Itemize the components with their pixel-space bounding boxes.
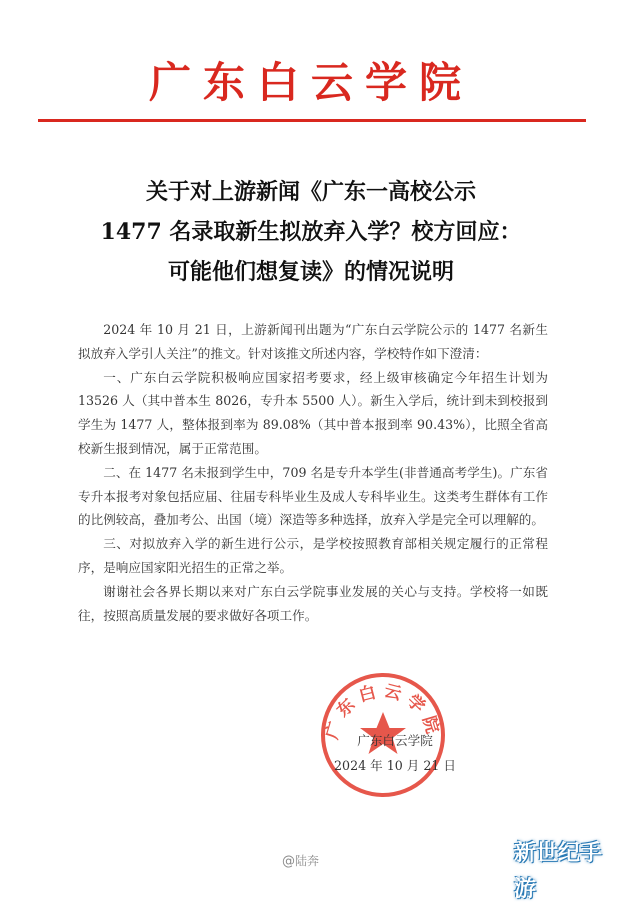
title-line-2: 1477 名录取新生拟放弃入学？校方回应： xyxy=(100,219,522,245)
source-watermark xyxy=(282,852,319,869)
signature-org: 广东白云学院 xyxy=(357,733,433,748)
document-body xyxy=(78,318,548,627)
institution-header: 广东白云学院 xyxy=(148,58,473,107)
body-paragraph-intro: 2024 年 10 月 21 日，上游新闻刊出题为“广东白云学院公示的 1477 名新生拟放弃入学引人关注”的推文。针对该推文所述内容，学校特作如下澄清： xyxy=(78,322,548,361)
at-icon: @ xyxy=(282,854,295,869)
document-title xyxy=(40,172,582,292)
body-paragraph-2: 二、在 1477 名未报到学生中，709 名是专升本学生(非普通高考学生)。广东省专升本报考对象包括应届、往届专科毕业生及成人专科毕业生。这类考生群体有工作的比例较高，叠加考公、出国（境）深造等多种选择，放弃入学是完全可以理解的。 xyxy=(78,464,548,528)
title-line-3: 可能他们想复读》的情况说明 xyxy=(167,259,454,285)
brand-watermark: 新世纪手游 xyxy=(514,841,603,902)
signature-block xyxy=(320,728,470,778)
header-red-line xyxy=(38,119,586,122)
seal-text: 广东白云学院 xyxy=(322,681,444,742)
body-paragraph-3: 三、对拟放弃入学的新生进行公示，是学校按照教育部相关规定履行的正常程序，是响应国家阳光招生的正常之举。 xyxy=(78,536,548,575)
body-paragraph-closing: 谢谢社会各界长期以来对广东白云学院事业发展的关心与支持。学校将一如既往，按照高质量发展的要求做好各项工作。 xyxy=(78,583,548,623)
title-line-1: 关于对上游新闻《广东一高校公示 xyxy=(145,179,476,205)
watermark-author: 陆奔 xyxy=(295,854,320,868)
signature-date: 2024 年 10 月 21 日 xyxy=(334,758,456,773)
body-paragraph-1: 一、广东白云学院积极响应国家招考要求，经上级审核确定今年招生计划为 13526 人（其中普本生 8026，专升本 5500 人）。新生入学后，统计到未到校报到学生为 1477 人，整体报到率为 89.08%（其中普本报到率 90.43%），比照全省高校新生报到情况，属于正常范围。 xyxy=(78,369,548,456)
